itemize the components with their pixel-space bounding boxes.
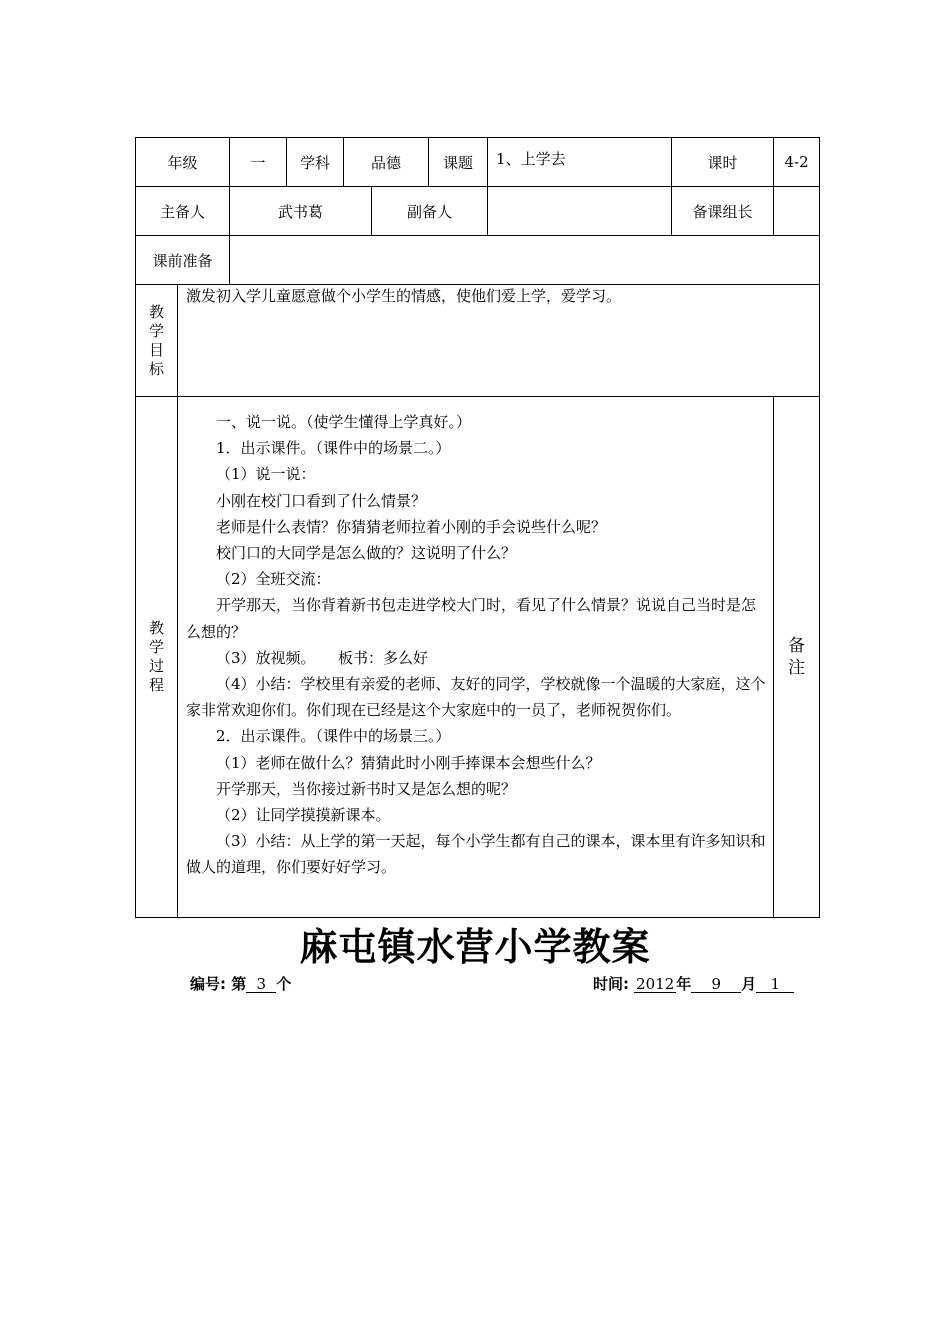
number-label: 编号: 第 — [190, 975, 247, 993]
subject-value: 品德 — [344, 138, 429, 187]
subject-label: 学科 — [287, 138, 344, 187]
process-line: （1）说一说： — [216, 465, 316, 484]
process-line: （2）让同学摸摸新课本。 — [216, 806, 391, 825]
pre-class-row — [136, 236, 820, 285]
preparer-row — [136, 187, 820, 236]
process-row — [136, 397, 820, 918]
group-leader-label: 备课组长 — [672, 187, 774, 236]
year-value: 2012 — [636, 975, 675, 993]
goals-label: 教 学 目 标 — [136, 285, 178, 397]
grade-value: 一 — [230, 138, 287, 187]
process-line: 校门口的大同学是怎么做的？这说明了什么？ — [216, 544, 517, 563]
lesson-date — [593, 974, 794, 994]
header-row — [136, 138, 820, 187]
process-line: （2）全班交流： — [216, 570, 331, 589]
time-label: 时间: — [593, 975, 629, 993]
year-unit: 年 — [676, 975, 692, 993]
notes-column: 备 注 — [774, 397, 820, 918]
process-line: 老师是什么表情？你猜猜老师拉着小刚的手会说些什么呢？ — [216, 517, 607, 536]
month-unit: 月 — [741, 975, 757, 993]
process-line: 一、说一说。（使学生懂得上学真好。） — [216, 413, 472, 431]
goals-row — [136, 285, 820, 397]
number-value: 3 — [246, 976, 276, 993]
process-line: （3）放视频。 板书：多么好 — [216, 648, 429, 667]
process-label: 教 学 过 程 — [136, 397, 178, 918]
process-content — [178, 397, 774, 918]
process-line: 开学那天，当你背着新书包走进学校大门时，看见了什么情景？说说自己当时是怎么想的？ — [186, 596, 757, 641]
number-suffix: 个 — [276, 975, 292, 993]
goals-text: 激发初入学儿童愿意做个小学生的情感，使他们爱上学，爱学习。 — [178, 285, 820, 397]
hours-value: 4-2 — [774, 138, 820, 187]
deputy-preparer-label: 副备人 — [372, 187, 488, 236]
main-preparer-label: 主备人 — [136, 187, 230, 236]
topic-label: 课题 — [429, 138, 488, 187]
grade-label: 年级 — [136, 138, 230, 187]
school-title: 麻屯镇水营小学教案 — [299, 925, 651, 969]
process-line: （3）小结：从上学的第一天起，每个小学生都有自己的课本，课本里有许多知识和做人的道理，你们要好好学习。 — [186, 832, 766, 877]
hours-label: 课时 — [672, 138, 774, 187]
month-value: 9 — [691, 976, 741, 993]
day-value: 1 — [756, 976, 794, 993]
process-line: 2．出示课件。（课件中的场景三。） — [216, 727, 451, 746]
process-line: （1）老师在做什么？猜猜此时小刚手捧课本会想些什么？ — [216, 753, 601, 772]
group-leader-value — [774, 187, 820, 236]
process-line: 开学那天，当你接过新书时又是怎么想的呢？ — [216, 779, 517, 798]
pre-class-label: 课前准备 — [136, 236, 230, 285]
main-preparer-value: 武书葛 — [230, 187, 372, 236]
lesson-number — [190, 974, 291, 994]
topic-value: 1、上学去 — [488, 138, 672, 187]
process-line: 1．出示课件。（课件中的场景二。） — [216, 439, 451, 458]
lesson-plan-table — [135, 137, 820, 918]
deputy-preparer-value — [488, 187, 672, 236]
process-line: （4）小结：学校里有亲爱的老师、友好的同学，学校就像一个温暖的大家庭，这个家非常欢迎你们。你们现在已经是这个大家庭中的一员了，老师祝贺你们。 — [186, 675, 766, 720]
pre-class-value — [230, 236, 820, 285]
process-line: 小刚在校门口看到了什么情景？ — [216, 491, 427, 510]
